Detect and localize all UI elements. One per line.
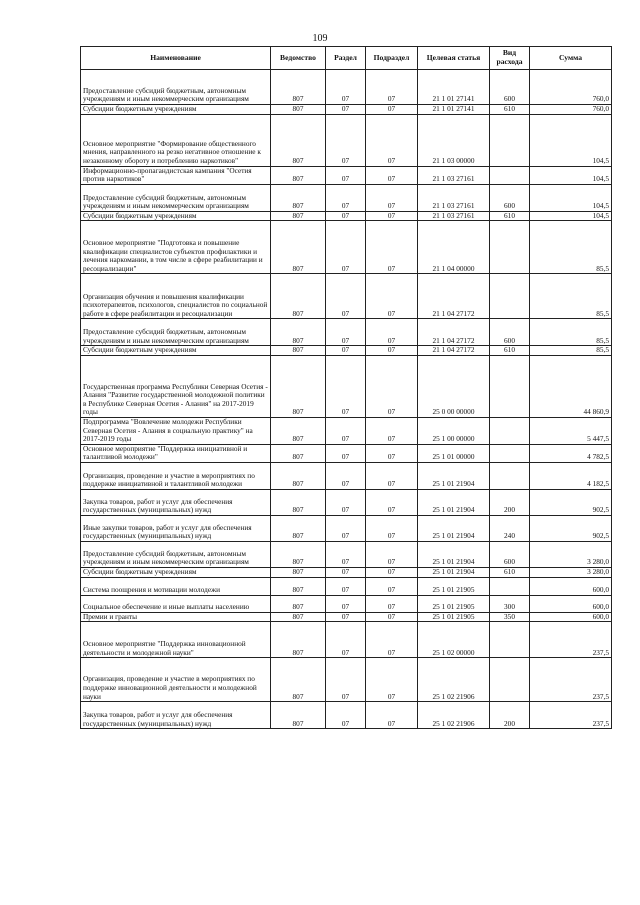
row-razdel: 07 [326,221,366,274]
table-row [81,702,612,729]
row-razdel: 07 [326,489,366,515]
table-row [81,211,612,221]
row-summa: 85,5 [530,319,612,346]
row-summa: 85,5 [530,221,612,274]
table-row [81,105,612,115]
row-name: Информационно-пропагандистская кампания "Осетия против наркотиков" [81,166,271,184]
header-statya: Целевая статья [418,47,490,70]
row-vid: 200 [490,489,530,515]
row-vedomstvo: 807 [271,114,326,166]
row-name: Основное мероприятие "Подготовка и повышение квалификации специалистов субъектов профилактики и лечения наркомании, в том числе в сфере реабилитации и ресоциализации" [81,221,271,274]
row-summa: 237,5 [530,622,612,658]
row-statya: 25 1 00 00000 [418,417,490,444]
table-row [81,622,612,658]
row-vedomstvo: 807 [271,417,326,444]
row-name: Предоставление субсидий бюджетным, автономным учреждениям и иным некоммерческим организациям [81,184,271,211]
row-podrazdel: 07 [366,577,418,595]
row-vedomstvo: 807 [271,105,326,115]
row-vid [490,622,530,658]
row-vid [490,114,530,166]
row-statya: 25 1 01 21904 [418,567,490,577]
row-name: Предоставление субсидий бюджетным, автономным учреждениям и иным некоммерческим организациям [81,319,271,346]
row-razdel: 07 [326,444,366,462]
row-statya: 21 1 03 27161 [418,166,490,184]
row-podrazdel: 07 [366,274,418,319]
table-row [81,612,612,622]
row-vedomstvo: 807 [271,489,326,515]
table-row [81,274,612,319]
row-name: Основное мероприятие "Поддержка инновационной деятельности и молодежной науки" [81,622,271,658]
row-summa: 600,0 [530,577,612,595]
row-summa: 760,0 [530,105,612,115]
row-vedomstvo: 807 [271,221,326,274]
row-statya: 25 1 01 21905 [418,595,490,612]
row-summa: 237,5 [530,702,612,729]
row-summa: 3 280,0 [530,541,612,567]
row-statya: 21 1 04 27172 [418,274,490,319]
row-razdel: 07 [326,114,366,166]
row-vid [490,221,530,274]
row-summa: 600,0 [530,612,612,622]
row-vid [490,462,530,489]
row-vid: 610 [490,567,530,577]
row-podrazdel: 07 [366,658,418,702]
row-vedomstvo: 807 [271,622,326,658]
row-statya: 25 1 01 21904 [418,515,490,541]
row-vid: 600 [490,319,530,346]
row-summa: 600,0 [530,595,612,612]
row-podrazdel: 07 [366,489,418,515]
row-podrazdel: 07 [366,346,418,356]
header-vid: Вид расхода [490,47,530,70]
row-summa: 5 447,5 [530,417,612,444]
row-name: Организация, проведение и участие в мероприятиях по поддержке инновационной деятельности и молодежной науки [81,658,271,702]
header-vedomstvo: Ведомство [271,47,326,70]
row-razdel: 07 [326,612,366,622]
row-summa: 104,5 [530,211,612,221]
row-summa: 760,0 [530,70,612,105]
row-statya: 21 1 03 27161 [418,211,490,221]
row-razdel: 07 [326,702,366,729]
header-name: Наименование [81,47,271,70]
row-vedomstvo: 807 [271,166,326,184]
row-vid [490,444,530,462]
row-name: Премии и гранты [81,612,271,622]
row-vid: 600 [490,541,530,567]
row-vid [490,355,530,417]
row-podrazdel: 07 [366,355,418,417]
row-vedomstvo: 807 [271,595,326,612]
row-podrazdel: 07 [366,612,418,622]
row-statya: 25 1 01 00000 [418,444,490,462]
header-summa: Сумма [530,47,612,70]
row-razdel: 07 [326,274,366,319]
header-razdel: Раздел [326,47,366,70]
row-vedomstvo: 807 [271,658,326,702]
row-vedomstvo: 807 [271,702,326,729]
row-summa: 104,5 [530,114,612,166]
row-podrazdel: 07 [366,114,418,166]
row-vedomstvo: 807 [271,462,326,489]
row-statya: 25 1 01 21904 [418,462,490,489]
row-vid: 610 [490,346,530,356]
table-row [81,462,612,489]
row-statya: 25 1 01 21904 [418,489,490,515]
row-vid: 600 [490,184,530,211]
row-podrazdel: 07 [366,567,418,577]
row-statya: 21 1 01 27141 [418,70,490,105]
row-podrazdel: 07 [366,444,418,462]
row-podrazdel: 07 [366,166,418,184]
row-statya: 21 1 04 27172 [418,346,490,356]
table-row [81,114,612,166]
row-name: Субсидии бюджетным учреждениям [81,211,271,221]
table-row [81,166,612,184]
row-summa: 104,5 [530,184,612,211]
table-row [81,355,612,417]
row-vedomstvo: 807 [271,184,326,211]
row-summa: 44 860,9 [530,355,612,417]
row-name: Закупка товаров, работ и услуг для обеспечения государственных (муниципальных) нужд [81,702,271,729]
row-vedomstvo: 807 [271,211,326,221]
table-row [81,417,612,444]
row-summa: 237,5 [530,658,612,702]
row-name: Основное мероприятие "Формирование общественного мнения, направленного на резко негативное отношение к незаконному обороту и потреблению наркотиков" [81,114,271,166]
row-name: Подпрограмма "Вовлечение молодежи Республики Северная Осетия - Алания в социальную практику" на 2017-2019 годы [81,417,271,444]
row-podrazdel: 07 [366,622,418,658]
row-vedomstvo: 807 [271,577,326,595]
row-vid [490,658,530,702]
row-vid: 610 [490,105,530,115]
table-row [81,658,612,702]
row-statya: 25 0 00 00000 [418,355,490,417]
row-vid: 300 [490,595,530,612]
row-vedomstvo: 807 [271,612,326,622]
row-razdel: 07 [326,658,366,702]
row-name: Субсидии бюджетным учреждениям [81,105,271,115]
row-podrazdel: 07 [366,462,418,489]
row-podrazdel: 07 [366,595,418,612]
row-razdel: 07 [326,567,366,577]
row-razdel: 07 [326,211,366,221]
row-name: Субсидии бюджетным учреждениям [81,567,271,577]
row-summa: 4 782,5 [530,444,612,462]
table-row [81,541,612,567]
row-name: Социальное обеспечение и иные выплаты населению [81,595,271,612]
table-row [81,70,612,105]
row-razdel: 07 [326,319,366,346]
row-podrazdel: 07 [366,105,418,115]
row-razdel: 07 [326,355,366,417]
row-razdel: 07 [326,622,366,658]
row-podrazdel: 07 [366,70,418,105]
table-row [81,346,612,356]
row-razdel: 07 [326,577,366,595]
row-vid: 240 [490,515,530,541]
row-name: Организация обучения и повышения квалификации психотерапевтов, психологов, специалистов по социальной работе в сфере реабилитации и ресоциализации [81,274,271,319]
table-row [81,444,612,462]
table-row [81,184,612,211]
row-statya: 25 1 02 00000 [418,622,490,658]
row-statya: 25 1 02 21906 [418,702,490,729]
table-row [81,577,612,595]
row-razdel: 07 [326,105,366,115]
header-podrazdel: Подраздел [366,47,418,70]
row-summa: 3 280,0 [530,567,612,577]
row-statya: 21 1 03 27161 [418,184,490,211]
row-name: Иные закупки товаров, работ и услуг для обеспечения государственных (муниципальных) нужд [81,515,271,541]
row-razdel: 07 [326,184,366,211]
table-row [81,489,612,515]
table-row [81,515,612,541]
row-name: Государственная программа Республики Северная Осетия - Алания "Развитие государственной молодежной политики в Республике Северная Осетия - Алания" на 2017-2019 годы [81,355,271,417]
row-statya: 25 1 02 21906 [418,658,490,702]
row-razdel: 07 [326,595,366,612]
row-name: Организация, проведение и участие в мероприятиях по поддержке инициативной и талантливой молодежи [81,462,271,489]
row-razdel: 07 [326,541,366,567]
row-razdel: 07 [326,515,366,541]
row-name: Субсидии бюджетным учреждениям [81,346,271,356]
row-razdel: 07 [326,462,366,489]
row-podrazdel: 07 [366,319,418,346]
row-summa: 85,5 [530,274,612,319]
row-vid [490,577,530,595]
row-name: Предоставление субсидий бюджетным, автономным учреждениям и иным некоммерческим организациям [81,541,271,567]
row-vid: 200 [490,702,530,729]
table-row [81,221,612,274]
table-row [81,319,612,346]
row-podrazdel: 07 [366,417,418,444]
row-vedomstvo: 807 [271,274,326,319]
row-vid: 350 [490,612,530,622]
budget-table [80,46,612,729]
row-vid: 600 [490,70,530,105]
row-razdel: 07 [326,166,366,184]
row-name: Закупка товаров, работ и услуг для обеспечения государственных (муниципальных) нужд [81,489,271,515]
row-razdel: 07 [326,70,366,105]
row-statya: 25 1 01 21905 [418,577,490,595]
row-statya: 21 1 03 00000 [418,114,490,166]
table-row [81,567,612,577]
row-vedomstvo: 807 [271,444,326,462]
row-vedomstvo: 807 [271,567,326,577]
page-number: 109 [312,33,328,44]
row-podrazdel: 07 [366,541,418,567]
row-podrazdel: 07 [366,184,418,211]
row-vedomstvo: 807 [271,515,326,541]
row-statya: 21 1 04 27172 [418,319,490,346]
row-name: Предоставление субсидий бюджетным, автономным учреждениям и иным некоммерческим организациям [81,70,271,105]
row-summa: 4 182,5 [530,462,612,489]
row-podrazdel: 07 [366,221,418,274]
row-vid [490,274,530,319]
row-vid [490,166,530,184]
row-vedomstvo: 807 [271,319,326,346]
row-name: Основное мероприятие "Поддержка инициативной и талантливой молодежи" [81,444,271,462]
row-podrazdel: 07 [366,515,418,541]
table-row [81,595,612,612]
row-vedomstvo: 807 [271,70,326,105]
row-razdel: 07 [326,346,366,356]
row-vid [490,417,530,444]
row-statya: 25 1 01 21905 [418,612,490,622]
row-summa: 104,5 [530,166,612,184]
row-vedomstvo: 807 [271,355,326,417]
table-header-row [81,47,612,70]
row-razdel: 07 [326,417,366,444]
row-summa: 902,5 [530,515,612,541]
row-statya: 21 1 01 27141 [418,105,490,115]
row-summa: 85,5 [530,346,612,356]
row-podrazdel: 07 [366,702,418,729]
row-vedomstvo: 807 [271,346,326,356]
row-summa: 902,5 [530,489,612,515]
row-vedomstvo: 807 [271,541,326,567]
row-statya: 25 1 01 21904 [418,541,490,567]
row-statya: 21 1 04 00000 [418,221,490,274]
row-podrazdel: 07 [366,211,418,221]
row-vid: 610 [490,211,530,221]
row-name: Система поощрения и мотивации молодежи [81,577,271,595]
